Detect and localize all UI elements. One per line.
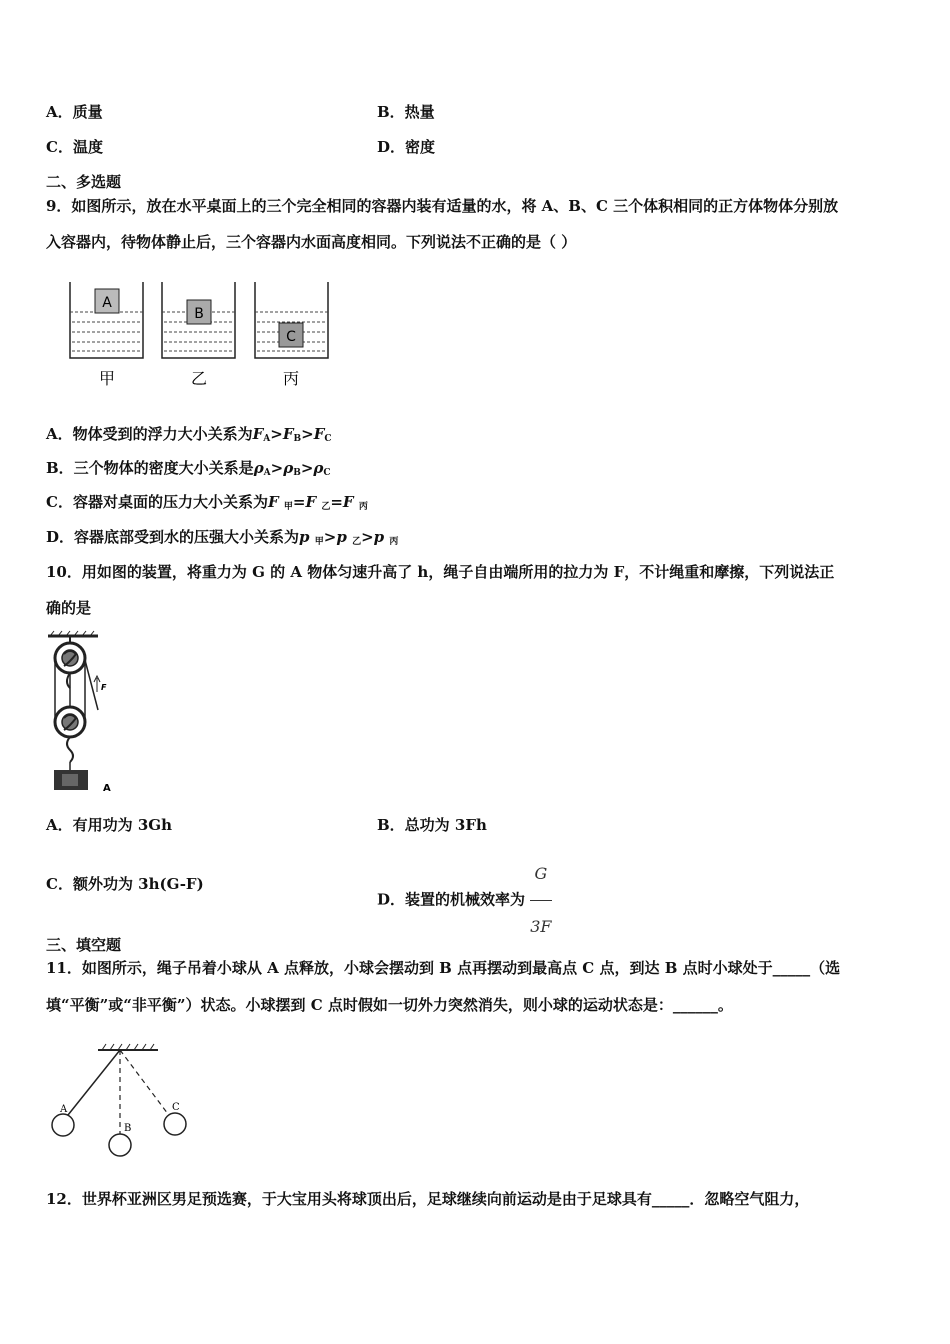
q11-stem-line1: 11．如图所示，绳子吊着小球从 A 点释放，小球会摆动到 B 点再摆动到最高点 C 点，到达 B 点时小球处于_____（选 (46, 959, 841, 977)
q8-option-c: C．温度 (46, 138, 103, 156)
q10-pulley-figure (40, 630, 130, 795)
q11-pendulum-figure (40, 1040, 200, 1160)
point-b-label: B (124, 1123, 132, 1134)
ball-c (164, 1113, 186, 1135)
block-b-label: B (194, 306, 204, 322)
block-a-label: A (102, 295, 112, 311)
section-heading-fill-in: 三、填空题 (46, 936, 122, 954)
q9-stem-line2: 入容器内，待物体静止后，三个容器内水面高度相同。下列说法不正确的是（ ） (46, 233, 577, 251)
q10-stem-line1: 10．用如图的装置，将重力为 G 的 A 物体匀速升高了 h，绳子自由端所用的拉力为 F，不计绳重和摩擦，下列说法正 (46, 563, 835, 581)
label-bing: 丙 (282, 369, 300, 388)
q10-option-a: A．有用功为 3Gh (46, 816, 173, 834)
q10-stem-line2: 确的是 (46, 599, 92, 617)
weight-label: A (103, 783, 111, 794)
q10-option-d: D．装置的机械效率为 $\frac{G}{3F}$ (377, 848, 552, 953)
q11-stem-line2: 填“平衡”或“非平衡”）状态。小球摆到 C 点时假如一切外力突然消失，则小球的运动状态是：______。 (46, 996, 733, 1014)
point-a-label: A (60, 1104, 68, 1115)
q9-containers-figure (60, 278, 340, 393)
container-jia (70, 282, 143, 358)
force-label: F (101, 683, 107, 692)
q8-option-a: A．质量 (46, 103, 103, 121)
label-jia: 甲 (98, 369, 116, 388)
ball-a (52, 1114, 74, 1136)
container-yi (162, 282, 235, 358)
point-c-label: C (172, 1102, 180, 1113)
q9-option-b: B．三个物体的密度大小关系是$\rho_A>\rho_B>\rho_C$ (46, 459, 331, 478)
q12-stem-line1: 12．世界杯亚洲区男足预选赛，于大宝用头将球顶出后，足球继续向前运动是由于足球具有_____．忽略空气阻力， (46, 1190, 810, 1208)
q9-option-a: A．物体受到的浮力大小关系为$F_A>F_B>F_C$ (46, 425, 332, 444)
q9-option-d: D．容器底部受到水的压强大小关系为p $_甲$>p $_乙$>p $_丙$ (46, 528, 399, 547)
q9-option-c: C．容器对桌面的压力大小关系为F $_甲$=F $_乙$=F $_丙$ (46, 493, 368, 512)
q10-option-b: B．总功为 3Fh (377, 816, 487, 834)
ball-b (109, 1134, 131, 1156)
section-heading-multiple-choice: 二、多选题 (46, 173, 122, 191)
q9-stem-line1: 9．如图所示，放在水平桌面上的三个完全相同的容器内装有适量的水，将 A、B、C 三个体积相同的正方体物体分别放 (46, 197, 839, 215)
efficiency-fraction: $\frac{G}{3F}$ (530, 848, 551, 953)
q8-option-d: D．密度 (377, 138, 436, 156)
q8-option-b: B．热量 (377, 103, 435, 121)
q10-option-c: C．额外功为 3h(G-F) (46, 875, 204, 893)
label-yi: 乙 (190, 369, 208, 388)
block-c-label: C (286, 329, 296, 345)
container-bing (255, 282, 328, 358)
